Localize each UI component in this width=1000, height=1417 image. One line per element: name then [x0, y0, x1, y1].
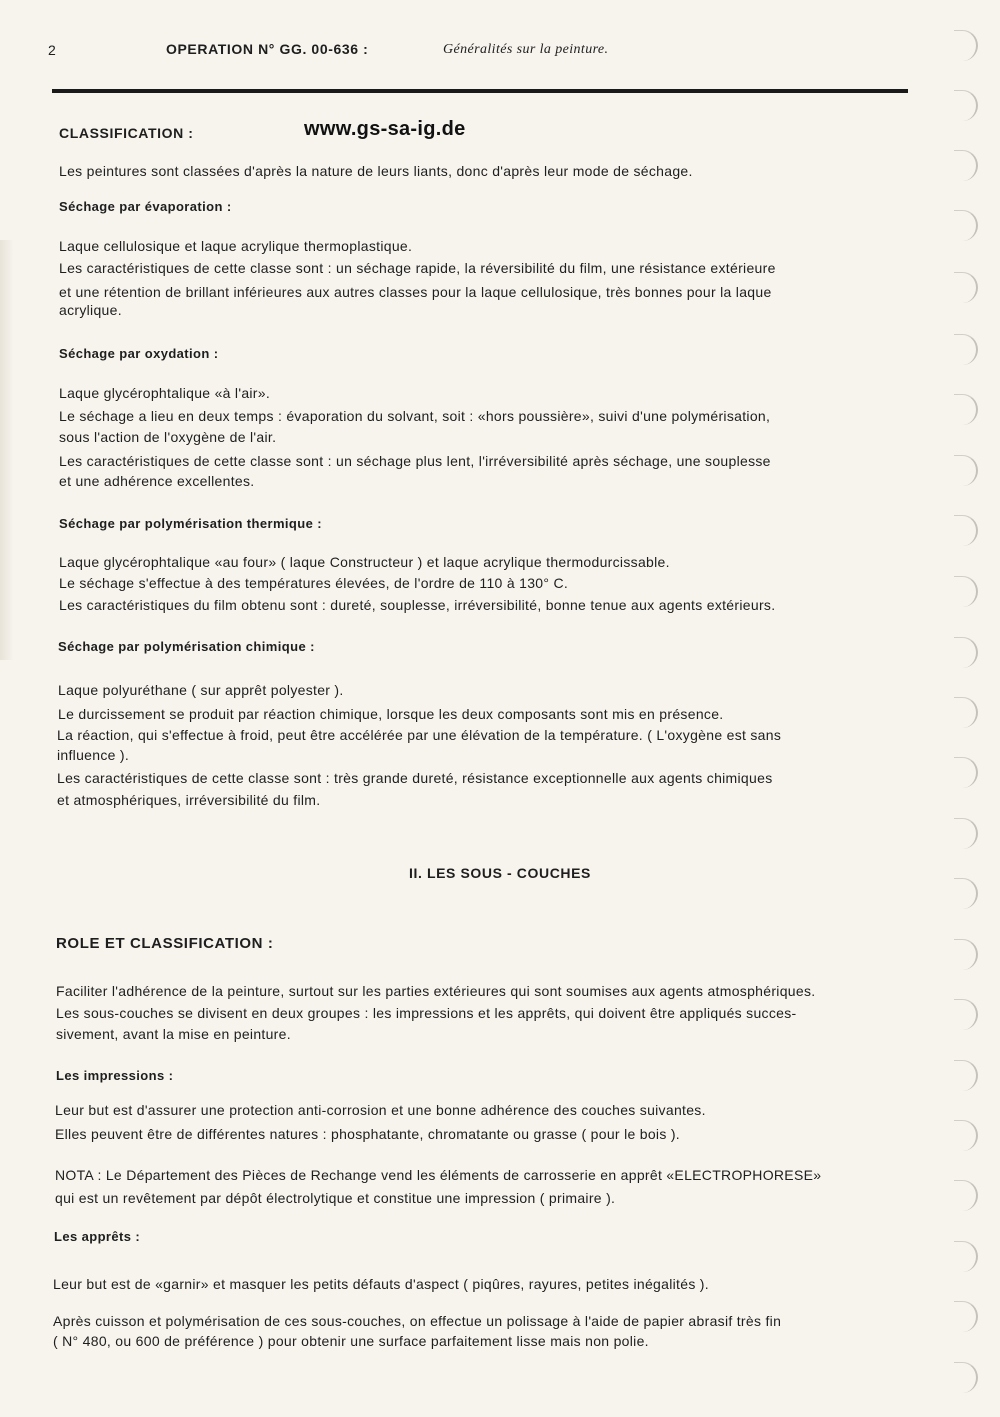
page-header [48, 38, 908, 68]
role-line: sivement, avant la mise en peinture. [56, 1026, 291, 1042]
binder-hole [954, 1301, 978, 1332]
evaporation-line: et une rétention de brillant inférieures aux autres classes pour la laque cellulosique, très bonnes pour la laque [59, 284, 772, 300]
section-2-heading: II. LES SOUS - COUCHES [409, 865, 591, 881]
impressions-line: Elles peuvent être de différentes natures : phosphatante, chromatante ou grasse ( pour le bois ). [55, 1126, 680, 1142]
binder-hole [954, 818, 978, 849]
header-subtitle: Généralités sur la peinture. [443, 42, 609, 57]
binder-hole [954, 999, 978, 1030]
apprets-line: ( N° 480, ou 600 de préférence ) pour obtenir une surface parfaitement lisse mais non polie. [53, 1333, 649, 1349]
binder-hole [954, 272, 978, 303]
operation-title: OPERATION N° GG. 00-636 : [166, 41, 369, 57]
evaporation-heading: Séchage par évaporation : [59, 199, 232, 214]
classification-heading: CLASSIFICATION : [59, 125, 194, 141]
chimique-heading: Séchage par polymérisation chimique : [58, 639, 315, 654]
binder-hole [954, 210, 978, 241]
binder-hole [954, 576, 978, 607]
binder-holes [940, 0, 1000, 1417]
oxydation-line: sous l'action de l'oxygène de l'air. [59, 429, 277, 445]
apprets-heading: Les apprêts : [54, 1229, 141, 1244]
role-line: Faciliter l'adhérence de la peinture, surtout sur les parties extérieures qui sont soumises aux agents atmosphériques. [56, 983, 816, 999]
nota-line: NOTA : Le Département des Pièces de Rechange vend les éléments de carrosserie en apprêt «ELECTROPHORESE» [55, 1167, 822, 1183]
binder-hole [954, 455, 978, 486]
thermique-line: Le séchage s'effectue à des températures élevées, de l'ordre de 110 à 130° C. [59, 575, 569, 591]
thermique-line: Les caractéristiques du film obtenu sont : dureté, souplesse, irréversibilité, bonne tenue aux agents extérieurs. [59, 597, 776, 613]
thermique-heading: Séchage par polymérisation thermique : [59, 516, 322, 531]
chimique-line: influence ). [57, 747, 130, 763]
binder-hole [954, 1362, 978, 1393]
binder-shadow [0, 240, 14, 660]
binder-hole [954, 515, 978, 546]
binder-hole [954, 637, 978, 668]
binder-hole [954, 697, 978, 728]
watermark-url: www.gs-sa-ig.de [304, 118, 466, 140]
oxydation-line: Le séchage a lieu en deux temps : évaporation du solvant, soit : «hors poussière», suivi d'une polymérisation, [59, 408, 771, 424]
binder-hole [954, 150, 978, 181]
apprets-line: Après cuisson et polymérisation de ces sous-couches, on effectue un polissage à l'aide de papier abrasif très fin [53, 1313, 782, 1329]
impressions-line: Leur but est d'assurer une protection anti-corrosion et une bonne adhérence des couches suivantes. [55, 1102, 706, 1118]
evaporation-line: acrylique. [59, 302, 122, 318]
binder-hole [954, 90, 978, 121]
impressions-heading: Les impressions : [56, 1068, 174, 1083]
chimique-line: et atmosphériques, irréversibilité du film. [57, 792, 321, 808]
binder-hole [954, 757, 978, 788]
binder-hole [954, 334, 978, 365]
oxydation-line: Laque glycérophtalique «à l'air». [59, 385, 271, 401]
binder-hole [954, 1060, 978, 1091]
chimique-line: Les caractéristiques de cette classe sont : très grande dureté, résistance exceptionnelle aux agents chimiques [57, 770, 773, 786]
classification-intro: Les peintures sont classées d'après la nature de leurs liants, donc d'après leur mode de séchage. [59, 163, 693, 179]
apprets-line: Leur but est de «garnir» et masquer les petits défauts d'aspect ( piqûres, rayures, petites inégalités ). [53, 1276, 709, 1292]
role-heading: ROLE ET CLASSIFICATION : [56, 935, 274, 952]
binder-hole [954, 878, 978, 909]
binder-hole [954, 394, 978, 425]
binder-hole [954, 939, 978, 970]
thermique-line: Laque glycérophtalique «au four» ( laque Constructeur ) et laque acrylique thermodurcissable. [59, 554, 670, 570]
role-line: Les sous-couches se divisent en deux groupes : les impressions et les apprêts, qui doivent être appliqués succes- [56, 1005, 797, 1021]
binder-hole [954, 1120, 978, 1151]
oxydation-line: Les caractéristiques de cette classe sont : un séchage plus lent, l'irréversibilité après séchage, une souplesse [59, 453, 771, 469]
binder-hole [954, 1180, 978, 1211]
nota-line: qui est un revêtement par dépôt électrolytique et constitue une impression ( primaire ). [55, 1190, 616, 1206]
evaporation-line: Les caractéristiques de cette classe sont : un séchage rapide, la réversibilité du film, une résistance extérieure [59, 260, 776, 276]
page-number: 2 [48, 42, 56, 58]
chimique-line: La réaction, qui s'effectue à froid, peut être accélérée par une élévation de la température. ( L'oxygène est sans [57, 727, 782, 743]
evaporation-line: Laque cellulosique et laque acrylique thermoplastique. [59, 238, 413, 254]
binder-hole [954, 1241, 978, 1272]
chimique-line: Laque polyuréthane ( sur apprêt polyester ). [58, 682, 344, 698]
chimique-line: Le durcissement se produit par réaction chimique, lorsque les deux composants sont mis en présence. [58, 706, 724, 722]
header-rule [52, 89, 908, 93]
binder-hole [954, 30, 978, 61]
oxydation-heading: Séchage par oxydation : [59, 346, 219, 361]
oxydation-line: et une adhérence excellentes. [59, 473, 255, 489]
